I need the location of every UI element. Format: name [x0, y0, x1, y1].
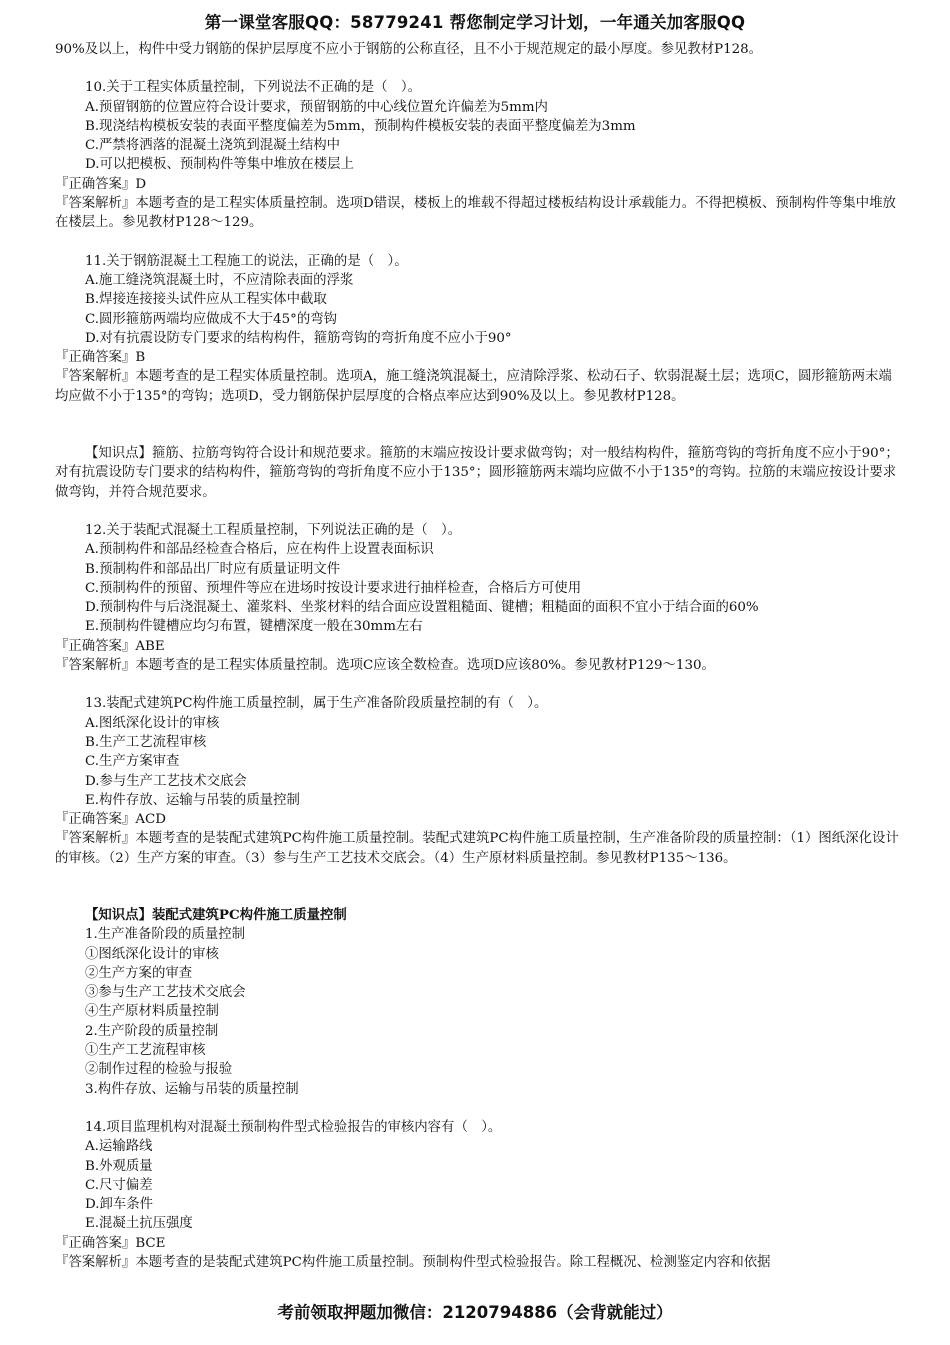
answer-analysis: 『答案解析』本题考查的是工程实体质量控制。选项D错误，楼板上的堆载不得超过楼板结构设计承载能力。不得把模板、预制构件等集中堆放在楼层上。参见教材P128～129。	[55, 196, 896, 231]
correct-answer: 『正确答案』ACD	[55, 812, 166, 828]
page-footer: 考前领取押题加微信：2120794886（会背就能过）	[277, 1303, 673, 1322]
option-c: C.生产方案审查	[85, 754, 180, 770]
page-header: 第一课堂客服QQ：58779241 帮您制定学习计划，一年通关加客服QQ	[204, 13, 746, 32]
question-11	[55, 252, 900, 406]
correct-answer: 『正确答案』B	[55, 350, 146, 366]
option-a: A.运输路线	[85, 1139, 153, 1155]
question-stem: 14.项目监理机构对混凝土预制构件型式检验报告的审核内容有（ ）。	[85, 1119, 502, 1135]
option-b: B.预制构件和部品出厂时应有质量证明文件	[85, 561, 341, 577]
correct-answer: 『正确答案』ABE	[55, 638, 165, 654]
option-c: C.圆形箍筋两端均应做成不大于45°的弯钩	[85, 311, 338, 327]
option-a: A.施工缝浇筑混凝土时，不应清除表面的浮浆	[85, 272, 354, 288]
knowledge-point-pc-components	[55, 906, 900, 1099]
kp-line: ②制作过程的检验与报验	[85, 1062, 233, 1078]
option-d: D.参与生产工艺技术交底会	[85, 773, 247, 789]
option-e: E.混凝土抗压强度	[85, 1216, 193, 1232]
option-a: A.图纸深化设计的审核	[85, 715, 220, 731]
document-body	[55, 40, 900, 1272]
option-d: D.预制构件与后浇混凝土、灌浆料、坐浆材料的结合面应设置粗糙面、键槽；粗糙面的面积不宜小于结合面的60%	[85, 600, 759, 616]
question-14	[55, 1118, 900, 1272]
question-stem: 13.装配式建筑PC构件施工质量控制，属于生产准备阶段质量控制的有（ ）。	[85, 696, 548, 712]
option-c: C.严禁将洒落的混凝土浇筑到混凝土结构中	[85, 138, 341, 154]
option-b: B.生产工艺流程审核	[85, 734, 207, 750]
option-a: A.预留钢筋的位置应符合设计要求，预留钢筋的中心线位置允许偏差为5mm内	[85, 99, 548, 115]
option-a: A.预制构件和部品经检查合格后，应在构件上设置表面标识	[85, 542, 434, 558]
answer-analysis: 『答案解析』本题考查的是工程实体质量控制。选项A，施工缝浇筑混凝土，应清除浮浆、松动石子、软弱混凝土层；选项C，圆形箍筋两末端均应做不小于135°的弯钩；选项D，受力钢筋保护层厚度的合格点率应达到90%及以上。参见教材P128。	[55, 369, 892, 404]
kp-line: 3.构件存放、运输与吊装的质量控制	[85, 1081, 299, 1097]
option-e: E.预制构件键槽应均匀布置，键槽深度一般在30mm左右	[85, 619, 423, 635]
kp-line: 2.生产阶段的质量控制	[85, 1023, 219, 1039]
question-10	[55, 78, 900, 232]
answer-analysis: 『答案解析』本题考查的是工程实体质量控制。选项C应该全数检查。选项D应该80%。参见教材P129～130。	[55, 658, 715, 674]
option-b: B.现浇结构模板安装的表面平整度偏差为5mm，预制构件模板安装的表面平整度偏差为3mm	[85, 118, 636, 134]
knowledge-point-stirrups: 【知识点】箍筋、拉筋弯钩符合设计和规范要求。箍筋的末端应按设计要求做弯钩；对一般结构构件，箍筋弯钩的弯折角度不应小于90°；对有抗震设防专门要求的结构构件，箍筋弯钩的弯折角度不应小于135°；圆形箍筋两末端均应做不小于135°的弯钩。拉筋的末端应按设计要求做弯钩，并符合规范要求。	[55, 446, 899, 500]
question-stem: 11.关于钢筋混凝土工程施工的说法，正确的是（ ）。	[85, 253, 408, 269]
question-12	[55, 521, 900, 675]
answer-analysis: 『答案解析』本题考查的是装配式建筑PC构件施工质量控制。预制构件型式检验报告。除工程概况、检测鉴定内容和依据	[55, 1255, 771, 1271]
option-d: D.可以把模板、预制构件等集中堆放在楼层上	[85, 157, 354, 173]
question-stem: 10.关于工程实体质量控制，下列说法不正确的是（ ）。	[85, 80, 421, 96]
intro-text: 90%及以上，构件中受力钢筋的保护层厚度不应小于钢筋的公称直径，且不小于规范规定的最小厚度。参见教材P128。	[55, 42, 763, 57]
option-d: D.对有抗震设防专门要求的结构构件，箍筋弯钩的弯折角度不应小于90°	[85, 330, 512, 346]
knowledge-point-title: 【知识点】装配式建筑PC构件施工质量控制	[85, 906, 347, 923]
option-d: D.卸车条件	[85, 1197, 154, 1213]
kp-line: ②生产方案的审查	[85, 965, 193, 981]
kp-line: ④生产原材料质量控制	[85, 1004, 219, 1020]
question-13	[55, 694, 900, 868]
kp-line: ③参与生产工艺技术交底会	[85, 985, 246, 1001]
kp-line: ①图纸深化设计的审核	[85, 946, 219, 962]
kp-line: ①生产工艺流程审核	[85, 1043, 206, 1059]
answer-analysis: 『答案解析』本题考查的是装配式建筑PC构件施工质量控制。装配式建筑PC构件施工质量控制，生产准备阶段的质量控制：（1）图纸深化设计的审核。（2）生产方案的审查。（3）参与生产工艺技术交底会。（4）生产原材料质量控制。参见教材P135～136。	[55, 831, 899, 866]
option-c: C.预制构件的预留、预埋件等应在进场时按设计要求进行抽样检查，合格后方可使用	[85, 580, 582, 596]
option-e: E.构件存放、运输与吊装的质量控制	[85, 792, 300, 808]
kp-line: 1.生产准备阶段的质量控制	[85, 927, 246, 943]
option-c: C.尺寸偏差	[85, 1177, 153, 1193]
correct-answer: 『正确答案』D	[55, 176, 147, 192]
correct-answer: 『正确答案』BCE	[55, 1235, 166, 1251]
option-b: B.焊接连接接头试件应从工程实体中截取	[85, 292, 327, 308]
question-stem: 12.关于装配式混凝土工程质量控制，下列说法正确的是（ ）。	[85, 522, 462, 538]
option-b: B.外观质量	[85, 1158, 153, 1174]
